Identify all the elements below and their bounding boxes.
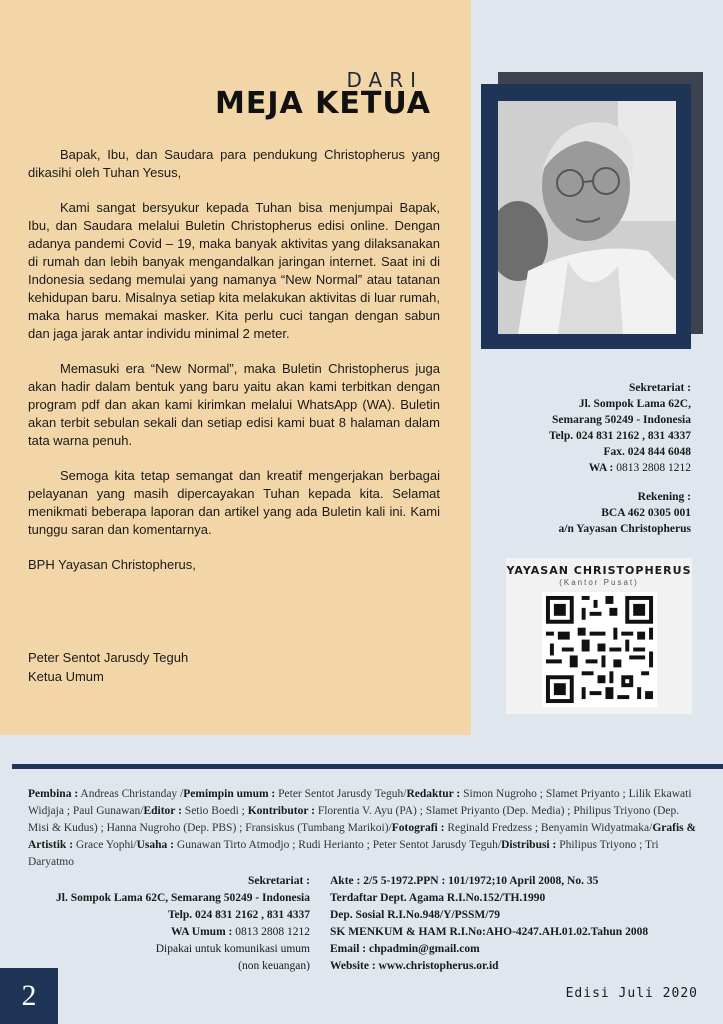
signature-block — [28, 648, 188, 686]
credit-label-pemimpin: Pemimpin umum : — [183, 788, 276, 800]
footer-divider — [12, 764, 723, 769]
footer-secretariat-label: Sekretariat : — [247, 875, 310, 887]
footer-website[interactable]: Website : www.christopherus.or.id — [330, 960, 499, 972]
header-title-small: DARI — [346, 68, 423, 92]
legal-sosial: Dep. Sosial R.I.No.948/Y/PSSM/79 — [330, 909, 500, 921]
footer-email[interactable]: Email : chpadmin@gmail.com — [330, 943, 480, 955]
footer-telp: Telp. 024 831 2162 , 831 4337 — [167, 909, 310, 921]
letter-closing: BPH Yayasan Christopherus, — [28, 557, 196, 572]
secretariat-telp: Telp. 024 831 2162 , 831 4337 — [548, 430, 691, 442]
secretariat-label: Sekretariat : — [628, 382, 691, 394]
credit-pembina: Andreas Christanday / — [80, 788, 184, 800]
credit-editor: Setio Boedi ; — [184, 805, 245, 817]
legal-menkum: SK MENKUM & HAM R.I.No:AHO-4247.AH.01.02.Tahun 2008 — [330, 926, 649, 938]
bank-account — [461, 489, 691, 537]
credit-fotografi: Reginald Fredzess ; Benyamin Widyatmaka/ — [447, 822, 653, 834]
secretariat-fax: Fax. 024 844 6048 — [603, 446, 691, 458]
letter-paragraph: Memasuki era “New Normal”, maka Buletin Christopherus juga akan hadir dalam bentuk yang baru yaitu akan kami terbitkan dengan program pdf dan akan kami kirimkan melalui WhatsApp (WA). Buletin akan terbit sebulan sekali dan setiap edisi kami buat 8 halaman dalam tata warna penuh. — [28, 361, 440, 448]
legal-agama: Terdaftar Dept. Agama R.I.No.152/TH.1990 — [330, 892, 546, 904]
letter-paragraph: Kami sangat bersyukur kepada Tuhan bisa menjumpai Bapak, Ibu, dan Saudara melalui Buletin Christopherus edisi online. Dengan adanya pandemi Covid – 19, maka banyak aktivitas yang dilaksanakan di rumah dan lebih banyak mengandalkan jaringan internet. Saat ini di Indonesia sedang memulai yang namanya “New Normal” atau tatanan kehidupan baru. Misalnya setiap kita melakukan aktivitas di luar rumah, maka harus memakai masker. Kita perlu cuci tangan dengan sabun dan jaga jarak antar individu minimal 2 meter. — [28, 200, 440, 341]
letter-body — [28, 146, 440, 591]
secretariat-address-line2: Semarang 50249 - Indonesia — [552, 414, 691, 426]
credit-label-fotografi: Fotografi : — [391, 822, 445, 834]
qr-code-icon[interactable] — [542, 592, 657, 707]
footer-note2: (non keuangan) — [238, 960, 310, 972]
credit-label-grafis: Grafis & Artistik : — [28, 822, 697, 851]
credit-label-usaha: Usaha : — [136, 839, 175, 851]
credit-grafis: Grace Yophi/ — [75, 839, 137, 851]
portrait-illustration — [498, 101, 676, 334]
credits-block — [28, 786, 698, 871]
header-title-main: MEJA KETUA — [214, 86, 431, 121]
footer-address: Jl. Sompok Lama 62C, Semarang 50249 - Indonesia — [56, 892, 310, 904]
secretariat-wa: WA : 0813 2808 1212 — [588, 462, 691, 474]
credit-redaktur: Simon Nugroho ; Slamet Priyanto ; Lilik Ekawati Widjaja ; Paul Gunawan/ — [28, 788, 692, 817]
page-number: 2 — [0, 968, 58, 1024]
secretariat-contact — [461, 380, 691, 476]
credit-usaha: Gunawan Tirto Atmodjo ; Rudi Herianto ; Peter Sentot Jarusdy Teguh/ — [176, 839, 502, 851]
chairman-portrait — [498, 101, 676, 334]
qr-subtitle: (Kantor Pusat) — [559, 578, 639, 587]
qr-title: YAYASAN CHRISTOPHERUS — [506, 564, 692, 577]
credit-label-kontributor: Kontributor : — [247, 805, 315, 817]
signature-name: Peter Sentot Jarusdy Teguh — [28, 650, 189, 665]
footer-wa: WA Umum : 0813 2808 1212 — [171, 926, 310, 938]
credit-label-editor: Editor : — [143, 805, 182, 817]
credit-kontributor: Florentia V. Ayu (PA) ; Slamet Priyanto (Dep. Media) ; Philipus Triyono (Dep. Misi & Kudus) ; Hanna Nugroho (Dep. PBS) ; Fransiskus (Tumbang Marikoi)/ — [28, 805, 680, 834]
secretariat-address-line1: Jl. Sompok Lama 62C, — [578, 398, 691, 410]
letter-paragraph-greeting: Bapak, Ibu, dan Saudara para pendukung Christopherus yang dikasihi oleh Tuhan Yesus, — [28, 147, 440, 180]
credit-distribusi: Philipus Triyono ; Tri Daryatmo — [28, 839, 659, 868]
credit-pemimpin: Peter Sentot Jarusdy Teguh/ — [278, 788, 407, 800]
bank-label: Rekening : — [637, 491, 691, 503]
signature-title: Ketua Umum — [28, 669, 104, 684]
legal-akte: Akte : 2/5 5-1972.PPN : 101/1972;10 April 2008, No. 35 — [330, 875, 599, 887]
bank-holder: a/n Yayasan Christopherus — [558, 523, 691, 535]
letter-paragraph: Semoga kita tetap semangat dan kreatif mengerjakan berbagai pelayanan yang masih dipercayakan Tuhan kepada kita. Selamat menikmati beberapa laporan dan artikel yang ada Buletin kali ini. Kami tunggu saran dan komentarnya. — [28, 468, 440, 537]
edition-label: Edisi Juli 2020 — [565, 986, 698, 1001]
footer-secretariat — [12, 873, 310, 975]
footer-legal — [330, 873, 710, 975]
qr-card — [506, 558, 692, 714]
credit-label-pembina: Pembina : — [28, 788, 79, 800]
footer-note1: Dipakai untuk komunikasi umum — [155, 943, 310, 955]
credit-label-redaktur: Redaktur : — [406, 788, 461, 800]
credit-label-distribusi: Distribusi : — [501, 839, 557, 851]
bank-number: BCA 462 0305 001 — [601, 507, 691, 519]
